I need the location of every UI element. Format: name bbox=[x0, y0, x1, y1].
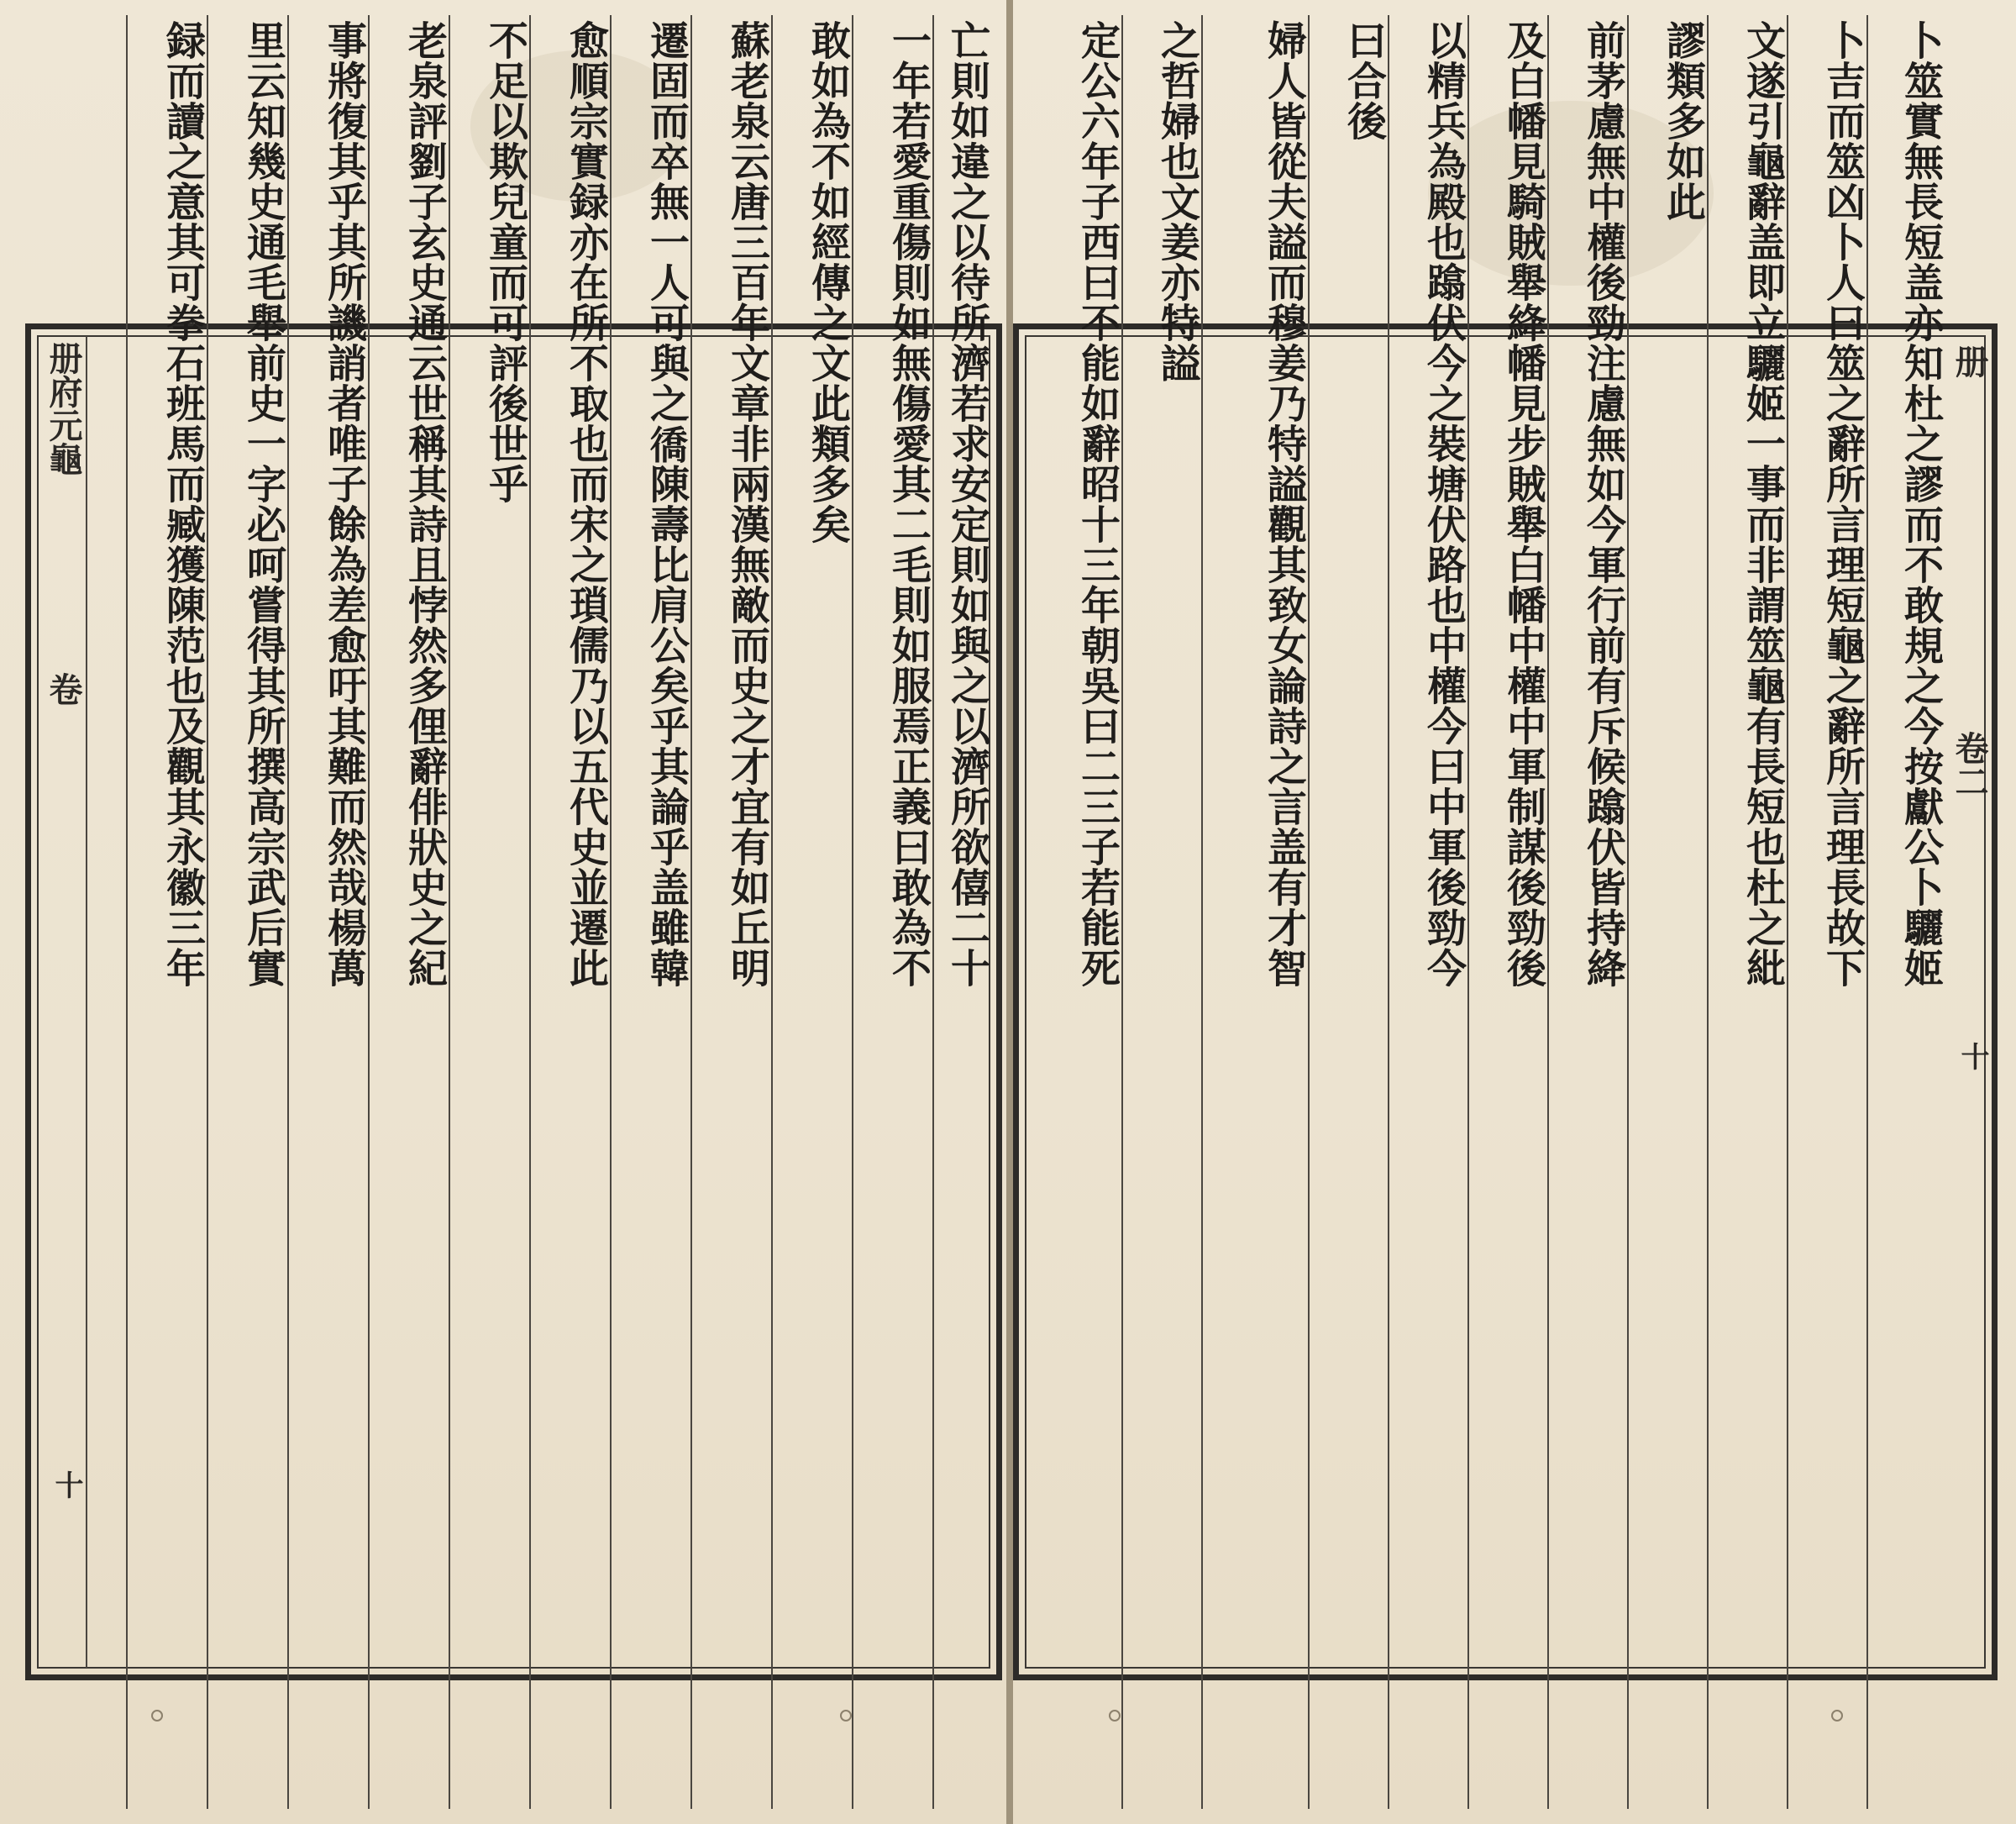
text-column: 事將復其乎其所譏誚者唯子餘為差愈吁其難而然哉楊萬 bbox=[287, 15, 368, 1809]
text-column: 之哲婦也文姜亦特謚 bbox=[1121, 15, 1201, 1809]
text-column: 敢如為不如經傳之文此類多矣 bbox=[771, 15, 852, 1809]
text-column: 遷固而卒無一人可與之𢕪陳壽比肩公矣乎其論乎盖雖韓 bbox=[610, 15, 690, 1809]
margin-title: 册府元龜 bbox=[44, 341, 83, 476]
text-column: 録而讀之意其可拳石班馬而臧獲陳范也及觀其永徽三年 bbox=[126, 15, 207, 1809]
margin-folio: 十 bbox=[1956, 1042, 1989, 1070]
margin-volume: 卷二 bbox=[1950, 731, 1989, 798]
text-column: 婦人皆從夫謚而穆姜乃特謚觀其致女論詩之言盖有才智 bbox=[1201, 15, 1308, 1809]
text-column: 文遂引龜辭盖即立驪姬一事而非謂筮龜有長短也杜之紕 bbox=[1707, 15, 1787, 1809]
text-column: 曰合後 bbox=[1308, 15, 1388, 1809]
text-column: 及白幡見騎賊舉絳幡見步賊舉白幡中權中軍制謀後勁後 bbox=[1467, 15, 1547, 1809]
left-margin-strip bbox=[37, 336, 87, 1668]
text-column: 定公六年子西曰不能如辭昭十三年朝吳曰二三子若能死 bbox=[1074, 20, 1121, 988]
book-gutter bbox=[1006, 0, 1013, 1824]
text-column: 謬類多如此 bbox=[1627, 15, 1707, 1809]
text-column: 不足以欺兒童而可評後世乎 bbox=[449, 15, 529, 1809]
text-column: 前茅慮無中權後勁注慮無如今軍行前有斥候蹹伏皆持絳 bbox=[1547, 15, 1627, 1809]
text-column: 卜筮實無長短盖亦知杜之謬而不敢規之今按獻公卜驪姬 bbox=[1866, 15, 1945, 1809]
margin-volume: 卷 bbox=[44, 672, 83, 706]
text-column: 老泉評劉子玄史通云世稱其詩且悖然多俚辭俳狀史之紀 bbox=[368, 15, 449, 1809]
margin-title: 册 bbox=[1950, 344, 1989, 378]
text-column: 一年若愛重傷則如無傷愛其二毛則如服焉正義曰敢為不 bbox=[852, 15, 932, 1809]
margin-folio: 十 bbox=[50, 1470, 83, 1499]
text-column: 愈順宗實録亦在所不取也而宋之瑣儒乃以五代史並遷此 bbox=[529, 15, 610, 1809]
text-column: 以精兵為殿也蹹伏今之裝塘伏路也中權今曰中軍後勁今 bbox=[1388, 15, 1467, 1809]
text-column: 蘇老泉云唐三百年文章非兩漢無敵而史之才宜有如丘明 bbox=[690, 15, 771, 1809]
text-column: 亡則如違之以待所濟若求安定則如與之以濟所欲僖二十 bbox=[932, 15, 991, 1809]
right-margin-strip bbox=[1945, 336, 1993, 1668]
text-column: 卜吉而筮凶卜人曰筮之辭所言理短龜之辭所言理長故下 bbox=[1787, 15, 1866, 1809]
text-column: 里云知幾史通毛舉前史一字必呵嘗得其所撰高宗武后實 bbox=[207, 15, 287, 1809]
